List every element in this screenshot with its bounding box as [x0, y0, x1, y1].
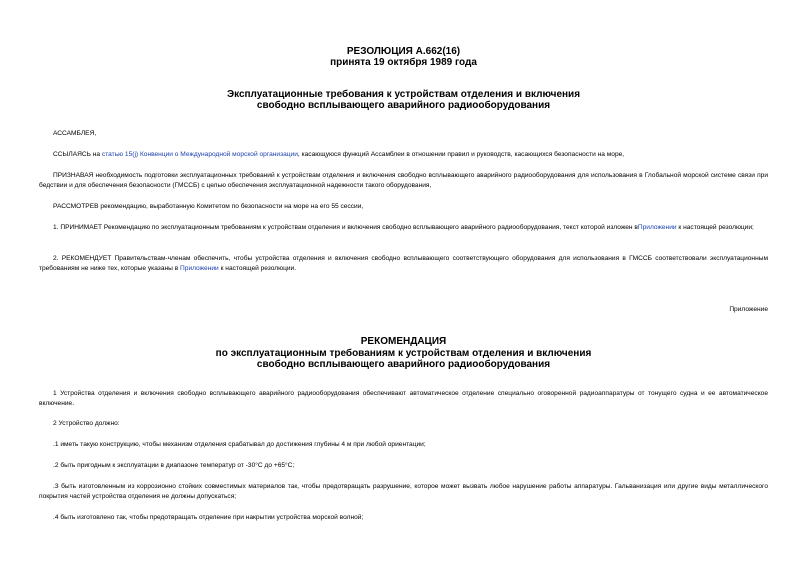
recommends-text-post: к настоящей резолюции.	[218, 265, 297, 272]
recommends-text-pre: 2. РЕКОМЕНДУЕТ Правительствам-членам обеспечить, чтобы устройства отделения и включения свободно всплывающего соответствующего оборудования для использования в ГМССБ соответствовали эксплуатационным требованиям не ниже тех, которые указаны в	[39, 255, 768, 272]
annex-item-3: .3 быть изготовленным из коррозионно стойких совместимых материалов так, чтобы предотвращать разрушение, которое может вызвать любое нарушение работы аппаратуры. Гальванизация или другие виды металлического покрытия частей устройства отделения не должны допускаться;	[39, 483, 768, 500]
resolution-subtitle-line1: Эксплуатационные требования к устройствам отделения и включения	[226, 89, 581, 100]
recalling-text-post: , касающуюся функций Ассамблеи в отношении правил и руководств, касающихся безопасности на море,	[297, 151, 625, 158]
adopts-text-post: к настоящей резолюции;	[676, 224, 754, 231]
annex-title: РЕКОМЕНДАЦИЯ	[360, 336, 447, 347]
adopts-text-pre: 1. ПРИНИМАЕТ Рекомендацию по эксплуатационным требованиям к устройствам отделения и включения свободно всплывающего аварийного радиооборудования, текст которой изложен в	[53, 224, 638, 231]
annex-item-2: .2 быть пригодным к эксплуатации в диапазоне температур от -30°С до +65°С;	[53, 462, 295, 469]
recognizing-paragraph: ПРИЗНАВАЯ необходимость подготовки эксплуатационных требований к устройствам отделения и включения свободно всплывающего аварийного радиооборудования для использования в Глобальной морской системе связи при бедствии и для обеспечения безопасности (ГМССБ) с целью обеспечения эксплуатационной надежности такого оборудования,	[39, 172, 768, 189]
convention-article-link[interactable]: статью 15(j) Конвенции о Международной морской организации	[101, 151, 298, 158]
adopts-paragraph	[39, 223, 768, 233]
considering-paragraph: РАССМОТРЕВ рекомендацию, выработанную Комитетом по безопасности на море на его 55 сессии,	[53, 203, 364, 210]
annex-link-2[interactable]: Приложении	[180, 265, 219, 272]
annex-subtitle-line1: по эксплуатационным требованиям к устройствам отделения и включения	[215, 348, 592, 359]
annex-subtitle-line2: свободно всплывающего аварийного радиооборудования	[256, 359, 551, 370]
annex-paragraph-1: 1 Устройства отделения и включения свободно всплывающего аварийного радиооборудования обеспечивают автоматическое отделение специально оговоренной радиоаппаратуры от тонущего судна и ее автоматическое включение.	[39, 390, 768, 407]
recommends-paragraph	[39, 254, 768, 274]
annex-link-1[interactable]: Приложении	[637, 224, 677, 231]
assembly-paragraph: АССАМБЛЕЯ,	[53, 130, 97, 137]
resolution-subtitle-line2: свободно всплывающего аварийного радиооборудования	[256, 100, 551, 111]
annex-paragraph-2: 2 Устройство должно:	[53, 420, 120, 427]
resolution-title: РЕЗОЛЮЦИЯ А.662(16)	[346, 46, 461, 57]
recalling-text-pre: ССЫЛАЯСЬ на	[53, 151, 102, 158]
adoption-date: принята 19 октября 1989 года	[330, 57, 477, 68]
annex-item-4: .4 быть изготовлено так, чтобы предотвращать отделение при накрытии устройства морской волной;	[53, 514, 364, 521]
annex-label: Приложение	[729, 306, 768, 313]
annex-item-1: .1 иметь такую конструкцию, чтобы механизм отделения срабатывал до достижения глубины 4 м при любой ориентации;	[53, 441, 426, 448]
recalling-paragraph	[39, 150, 768, 160]
